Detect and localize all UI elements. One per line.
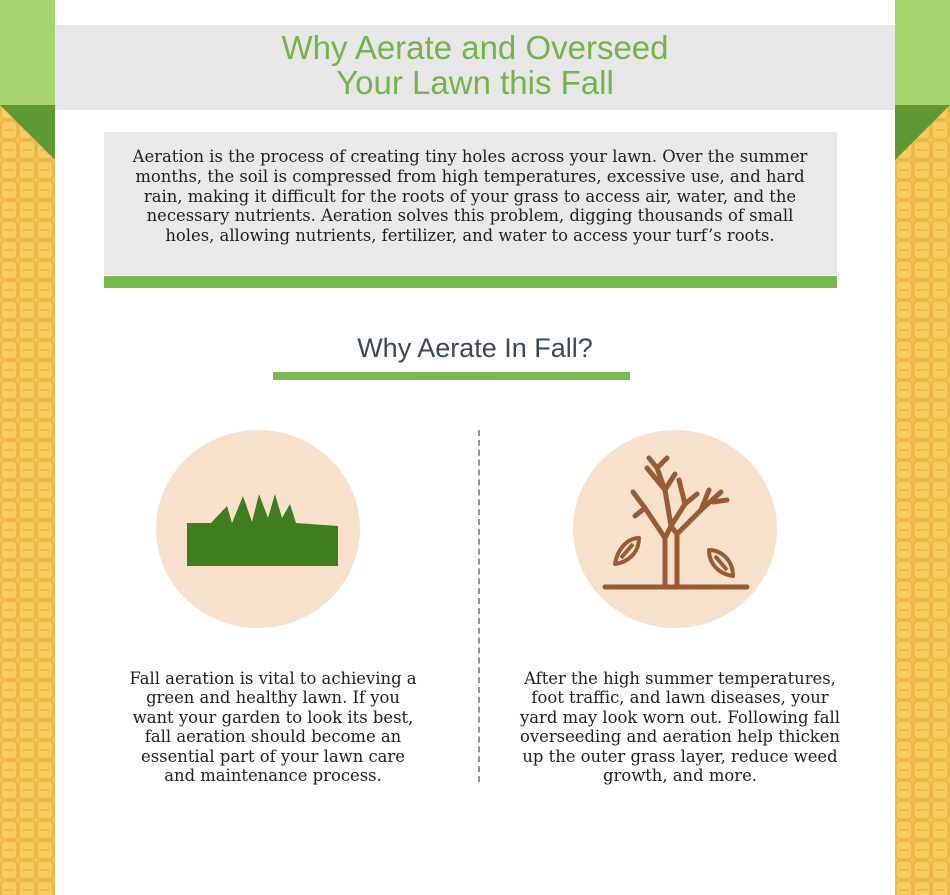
bare-tree-icon <box>573 430 777 628</box>
grass-icon-circle <box>156 430 360 628</box>
right-column-text: After the high summer temperatures, foot traffic, and lawn diseases, your yard may look worn out. Following fall overseeding and aeration help thicken up the outer grass layer, reduce weed growth, and more. <box>520 669 840 786</box>
heading-underline <box>273 372 630 380</box>
intro-accent-bar <box>104 276 837 288</box>
grass-icon <box>156 430 360 628</box>
column-divider <box>478 430 480 782</box>
right-corn-border <box>895 0 950 895</box>
left-column-text: Fall aeration is vital to achieving a green and healthy lawn. If you want your garden to look its best, fall aeration should become an essential part of your lawn care and maintenance process. <box>129 669 417 786</box>
title-line-1: Why Aerate and Overseed <box>281 29 669 66</box>
bare-tree-icon-circle <box>573 430 777 628</box>
title-line-2: Your Lawn this Fall <box>336 64 614 101</box>
section-heading: Why Aerate In Fall? <box>357 333 593 363</box>
intro-text: Aeration is the process of creating tiny holes across your lawn. Over the summer months, the soil is compressed from high temperatures, excessive use, and hard rain, making it difficult for the roots of your grass to access air, water, and the necessary nutrients. Aeration solves this problem, digging thousands of small holes, allowing nutrients, fertilizer, and water to access your turf’s roots. <box>132 147 808 246</box>
page-title <box>55 30 895 100</box>
left-corn-border <box>0 0 55 895</box>
